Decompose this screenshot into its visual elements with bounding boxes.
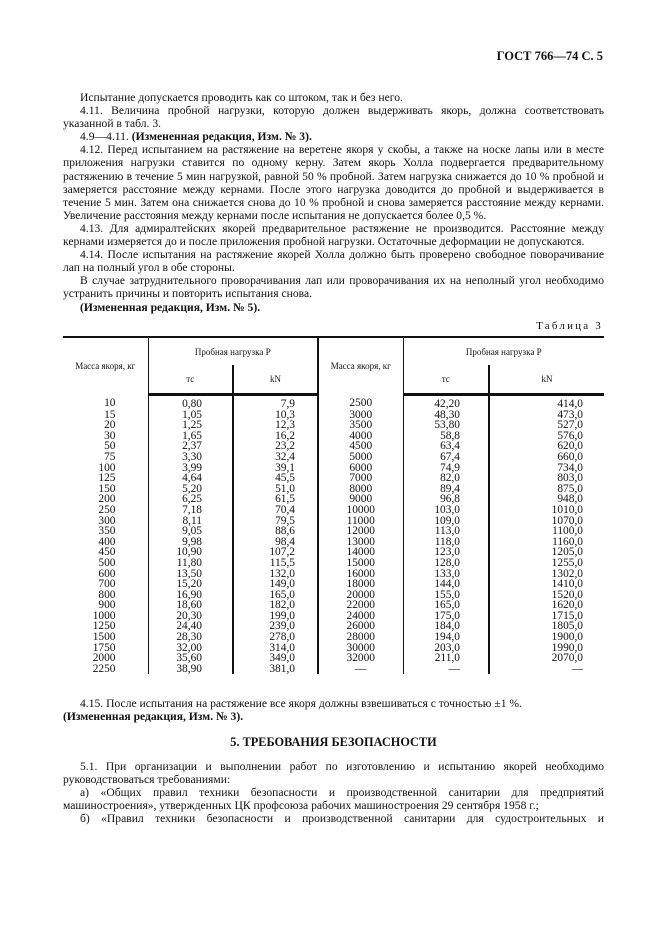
cell-load-kn: 149,0	[233, 579, 318, 590]
paragraph-5-1-b: б) «Правил техники безопасности и производственной санитарии для судостроительных и	[80, 812, 604, 826]
cell-load-tc: 3,30	[148, 452, 233, 463]
cell-load-tc-2: 89,4	[403, 484, 489, 495]
paragraph-4-15: 4.15. После испытания на растяжение все якоря должны взвешиваться с точностью ±1 %.	[80, 697, 522, 710]
cell-mass: 450	[98, 546, 116, 559]
cell-load-kn: 381,0	[233, 664, 318, 675]
cell-load-tc-2: 42,20	[403, 395, 489, 410]
cell-mass-2: —	[318, 664, 403, 675]
header-load: Пробная нагрузка P	[148, 337, 318, 365]
cell-mass: 700	[98, 578, 116, 591]
cell-load-tc: 1,05	[148, 410, 233, 421]
cell-load-kn-2: 576,0	[489, 431, 604, 442]
cell-mass: 1500	[92, 631, 116, 644]
cell-load-kn-2: 1010,0	[489, 505, 604, 516]
cell-load-kn: 45,5	[233, 473, 318, 484]
table-row	[63, 484, 604, 495]
table-row	[63, 643, 604, 654]
cell-load-kn-2: 2070,0	[489, 653, 604, 664]
cell-load-tc: 32,00	[148, 643, 233, 654]
table-row	[63, 441, 604, 452]
cell-load-tc: 20,30	[148, 611, 233, 622]
cell-mass-2: 16000	[318, 569, 403, 580]
table-row	[63, 494, 604, 505]
cell-load-tc: 1,25	[148, 420, 233, 431]
cell-mass: 350	[98, 525, 116, 538]
cell-load-tc-2: 155,0	[403, 590, 489, 601]
paragraph-4-13: 4.13. Для адмиралтейских якорей предварительное растяжение не производится. Расстояние между кернами измеряется до и после приложения пробной нагрузки. Остаточные деформации не допускаются.	[63, 221, 604, 249]
load-table	[63, 336, 604, 674]
cell-load-kn: 23,2	[233, 441, 318, 452]
cell-load-kn-2: 1255,0	[489, 558, 604, 569]
cell-load-kn-2: 948,0	[489, 494, 604, 505]
cell-load-kn: 39,1	[233, 463, 318, 474]
cell-load-kn-2: 1900,0	[489, 632, 604, 643]
cell-load-tc-2: 123,0	[403, 547, 489, 558]
header-load-2: Пробная нагрузка P	[403, 337, 604, 365]
cell-mass-2: 3500	[318, 420, 403, 431]
paragraph: Испытание допускается проводить как со штоком, так и без него.	[80, 91, 403, 104]
cell-mass: 1750	[92, 641, 116, 654]
after-table-text	[63, 697, 604, 723]
cell-load-tc-2: 103,0	[403, 505, 489, 516]
table-row	[63, 621, 604, 632]
cell-mass-2: 32000	[318, 653, 403, 664]
paragraph-5-1-a: а) «Общих правил техники безопасности и производственной санитарии для предприятий машиностроения», утвержденных ЦК профсоюза рабочих машиностроения 29 сентября 1958 г.;	[63, 786, 604, 813]
cell-load-kn: 7,9	[233, 395, 318, 410]
cell-load-kn: 107,2	[233, 547, 318, 558]
cell-mass-2: 26000	[318, 621, 403, 632]
clause-range: 4.9—4.11.	[80, 130, 132, 144]
cell-mass: 600	[98, 567, 116, 580]
cell-load-tc-2: 175,0	[403, 611, 489, 622]
cell-mass: 20	[104, 419, 116, 432]
cell-load-kn: 70,4	[233, 505, 318, 516]
cell-load-kn-2: —	[489, 664, 604, 675]
cell-load-kn-2: 1302,0	[489, 569, 604, 580]
cell-mass-2: 14000	[318, 547, 403, 558]
cell-load-tc-2: 48,30	[403, 410, 489, 421]
cell-mass-2: 15000	[318, 558, 403, 569]
table-row	[63, 653, 604, 664]
header-mass-2: Масса якоря, кг	[318, 337, 403, 395]
cell-load-tc: 18,60	[148, 600, 233, 611]
cell-load-kn-2: 1620,0	[489, 600, 604, 611]
cell-mass: 1000	[92, 609, 116, 622]
cell-load-kn: 349,0	[233, 653, 318, 664]
cell-load-tc-2: 82,0	[403, 473, 489, 484]
cell-load-kn: 32,4	[233, 452, 318, 463]
cell-load-kn-2: 414,0	[489, 395, 604, 410]
cell-load-tc: 15,20	[148, 579, 233, 590]
cell-load-kn: 61,5	[233, 494, 318, 505]
cell-load-kn-2: 875,0	[489, 484, 604, 495]
cell-load-tc: 38,90	[148, 664, 233, 675]
cell-mass-2: 8000	[318, 484, 403, 495]
cell-load-tc: 5,20	[148, 484, 233, 495]
cell-mass-2: 5000	[318, 452, 403, 463]
table-row	[63, 611, 604, 622]
paragraph-4-12: 4.12. Перед испытанием на растяжение на веретене якоря у скобы, а также на носке лапы или в месте приложения нагрузки ставится по одному керну. Затем якорь Холла подвергается предварительному растяжению в течение 5 мин нагрузкой, равной 50 % пробной. Затем нагрузка снижается до 10 % пробной и замеряется расстояние между кернами. После этого нагрузка доводится до пробной и выдерживается в течение 5 мин. Затем она снижается снова до 10 % пробной и снова замеряется расстояние между кернами. Увеличение расстояния между кернами после испытания не допускается более 0,5 %.	[63, 143, 604, 222]
cell-load-kn-2: 803,0	[489, 473, 604, 484]
table-row	[63, 579, 604, 590]
cell-load-tc: 4,64	[148, 473, 233, 484]
cell-mass: 150	[98, 482, 116, 495]
cell-load-tc: 1,65	[148, 431, 233, 442]
cell-load-tc-2: 96,8	[403, 494, 489, 505]
table-row	[63, 431, 604, 442]
cell-mass: 500	[98, 556, 116, 569]
table-row	[63, 420, 604, 431]
header-tc: тс	[148, 365, 233, 395]
table-row	[63, 463, 604, 474]
cell-load-tc: 11,80	[148, 558, 233, 569]
cell-mass-2: 9000	[318, 494, 403, 505]
cell-load-tc: 3,99	[148, 463, 233, 474]
cell-load-kn-2: 660,0	[489, 452, 604, 463]
amendment-note: (Измененная редакция, Изм. № 5).	[80, 300, 261, 314]
cell-load-tc: 9,05	[148, 526, 233, 537]
cell-mass-2: 3000	[318, 410, 403, 421]
cell-load-tc-2: 63,4	[403, 441, 489, 452]
cell-load-kn-2: 734,0	[489, 463, 604, 474]
page-header: ГОСТ 766—74 С. 5	[496, 49, 603, 63]
table-row	[63, 452, 604, 463]
cell-mass-2: 6000	[318, 463, 403, 474]
cell-load-kn: 239,0	[233, 621, 318, 632]
cell-load-tc: 10,90	[148, 547, 233, 558]
cell-load-kn: 79,5	[233, 516, 318, 527]
cell-mass-2: 28000	[318, 632, 403, 643]
cell-mass: 900	[98, 599, 116, 612]
cell-load-kn-2: 1990,0	[489, 643, 604, 654]
cell-load-tc-2: 133,0	[403, 569, 489, 580]
header-tc-2: тс	[403, 365, 489, 395]
cell-load-kn-2: 1070,0	[489, 516, 604, 527]
cell-load-kn: 51,0	[233, 484, 318, 495]
cell-mass: 250	[98, 503, 116, 516]
cell-mass: 800	[98, 588, 116, 601]
paragraph-4-14-cont: В случае затруднительного проворачивания лап или проворачивания их на неполный угол необходимо устранить причины и повторить испытания снова.	[63, 274, 604, 301]
cell-mass-2: 4500	[318, 441, 403, 452]
cell-load-tc-2: 67,4	[403, 452, 489, 463]
cell-mass: 50	[104, 440, 116, 453]
cell-load-kn-2: 1410,0	[489, 579, 604, 590]
cell-load-kn-2: 1160,0	[489, 537, 604, 548]
section-heading: 5. ТРЕБОВАНИЯ БЕЗОПАСНОСТИ	[230, 735, 437, 749]
table-row	[63, 537, 604, 548]
top-text	[63, 91, 604, 314]
cell-load-kn-2: 1715,0	[489, 611, 604, 622]
cell-load-tc: 7,18	[148, 505, 233, 516]
cell-load-kn-2: 527,0	[489, 420, 604, 431]
table-row	[63, 410, 604, 421]
cell-load-tc: 16,90	[148, 590, 233, 601]
cell-mass: 75	[104, 450, 116, 463]
cell-load-kn-2: 620,0	[489, 441, 604, 452]
header-kn-2: kN	[489, 365, 604, 395]
table-row	[63, 547, 604, 558]
cell-load-kn-2: 1520,0	[489, 590, 604, 601]
cell-mass-2: 24000	[318, 611, 403, 622]
cell-load-kn: 182,0	[233, 600, 318, 611]
paragraph-5-1: 5.1. При организации и выполнении работ по изготовлению и испытанию якорей необходимо руководствоваться требованиями:	[63, 760, 604, 787]
cell-mass: 300	[98, 514, 116, 527]
table-row	[63, 526, 604, 537]
table-row	[63, 558, 604, 569]
cell-load-tc-2: 144,0	[403, 579, 489, 590]
cell-mass: 1250	[92, 620, 116, 633]
cell-mass-2: 11000	[318, 516, 403, 527]
cell-load-kn-2: 1205,0	[489, 547, 604, 558]
cell-mass: 10	[104, 397, 116, 410]
cell-load-kn: 165,0	[233, 590, 318, 601]
amendment-note: (Измененная редакция, Изм. № 3).	[63, 710, 244, 724]
cell-load-kn: 314,0	[233, 643, 318, 654]
cell-mass-2: 4000	[318, 431, 403, 442]
cell-mass-2: 13000	[318, 537, 403, 548]
cell-load-kn: 10,3	[233, 410, 318, 421]
cell-load-kn-2: 1100,0	[489, 526, 604, 537]
table-row	[63, 473, 604, 484]
cell-mass: 100	[98, 461, 116, 474]
cell-load-tc: 9,98	[148, 537, 233, 548]
cell-mass-2: 12000	[318, 526, 403, 537]
cell-load-tc-2: 184,0	[403, 621, 489, 632]
cell-load-tc: 24,40	[148, 621, 233, 632]
cell-load-tc: 13,50	[148, 569, 233, 580]
cell-mass: 400	[98, 535, 116, 548]
header-mass: Масса якоря, кг	[63, 337, 148, 395]
cell-mass: 200	[98, 493, 116, 506]
cell-mass-2: 30000	[318, 643, 403, 654]
cell-mass-2: 18000	[318, 579, 403, 590]
table-caption: Таблица 3	[536, 320, 603, 332]
cell-load-kn: 88,6	[233, 526, 318, 537]
cell-mass: 2250	[92, 662, 116, 675]
cell-load-kn: 199,0	[233, 611, 318, 622]
cell-load-tc-2: 118,0	[403, 537, 489, 548]
cell-load-tc-2: 165,0	[403, 600, 489, 611]
cell-load-tc-2: 74,9	[403, 463, 489, 474]
cell-mass-2: 10000	[318, 505, 403, 516]
cell-load-kn-2: 473,0	[489, 410, 604, 421]
cell-mass: 125	[98, 472, 116, 485]
header-kn: kN	[233, 365, 318, 395]
cell-load-kn-2: 1805,0	[489, 621, 604, 632]
cell-load-kn: 132,0	[233, 569, 318, 580]
cell-load-tc: 8,11	[148, 516, 233, 527]
paragraph-4-11: 4.11. Величина пробной нагрузки, которую должен выдерживать якорь, должна соответствовать указанной в табл. 3.	[63, 104, 604, 131]
cell-mass: 2000	[92, 652, 116, 665]
paragraph-amend-4-9	[63, 130, 604, 143]
table-row	[63, 632, 604, 643]
cell-load-tc-2: 109,0	[403, 516, 489, 527]
table-row	[63, 590, 604, 601]
section-5-text	[63, 760, 604, 825]
cell-load-tc-2: 211,0	[403, 653, 489, 664]
cell-load-tc-2: 194,0	[403, 632, 489, 643]
cell-mass-2: 20000	[318, 590, 403, 601]
cell-load-tc: 28,30	[148, 632, 233, 643]
cell-load-tc-2: 203,0	[403, 643, 489, 654]
cell-load-tc-2: —	[403, 664, 489, 675]
amendment-note: (Измененная редакция, Изм. № 3).	[131, 130, 312, 144]
cell-mass-2: 7000	[318, 473, 403, 484]
cell-load-tc: 35,60	[148, 653, 233, 664]
cell-load-tc-2: 53,80	[403, 420, 489, 431]
cell-load-kn: 16,2	[233, 431, 318, 442]
table-row	[63, 516, 604, 527]
cell-load-tc-2: 128,0	[403, 558, 489, 569]
cell-load-tc: 6,25	[148, 494, 233, 505]
paragraph-4-14: 4.14. После испытания на растяжение якорей Холла должно быть проверено свободное поворачивание лап на полный угол в обе стороны.	[63, 248, 604, 275]
cell-load-kn: 115,5	[233, 558, 318, 569]
cell-load-tc: 2,37	[148, 441, 233, 452]
table-row	[63, 664, 604, 675]
table-row	[63, 569, 604, 580]
cell-mass: 15	[104, 408, 116, 421]
cell-mass: 30	[104, 429, 116, 442]
cell-load-tc-2: 113,0	[403, 526, 489, 537]
cell-mass-2: 2500	[318, 395, 403, 410]
table-row	[63, 505, 604, 516]
cell-load-tc-2: 58,8	[403, 431, 489, 442]
cell-load-kn: 12,3	[233, 420, 318, 431]
cell-load-kn: 278,0	[233, 632, 318, 643]
table-row	[63, 395, 604, 410]
table-row	[63, 600, 604, 611]
cell-load-kn: 98,4	[233, 537, 318, 548]
cell-mass-2: 22000	[318, 600, 403, 611]
cell-load-tc: 0,80	[148, 395, 233, 410]
